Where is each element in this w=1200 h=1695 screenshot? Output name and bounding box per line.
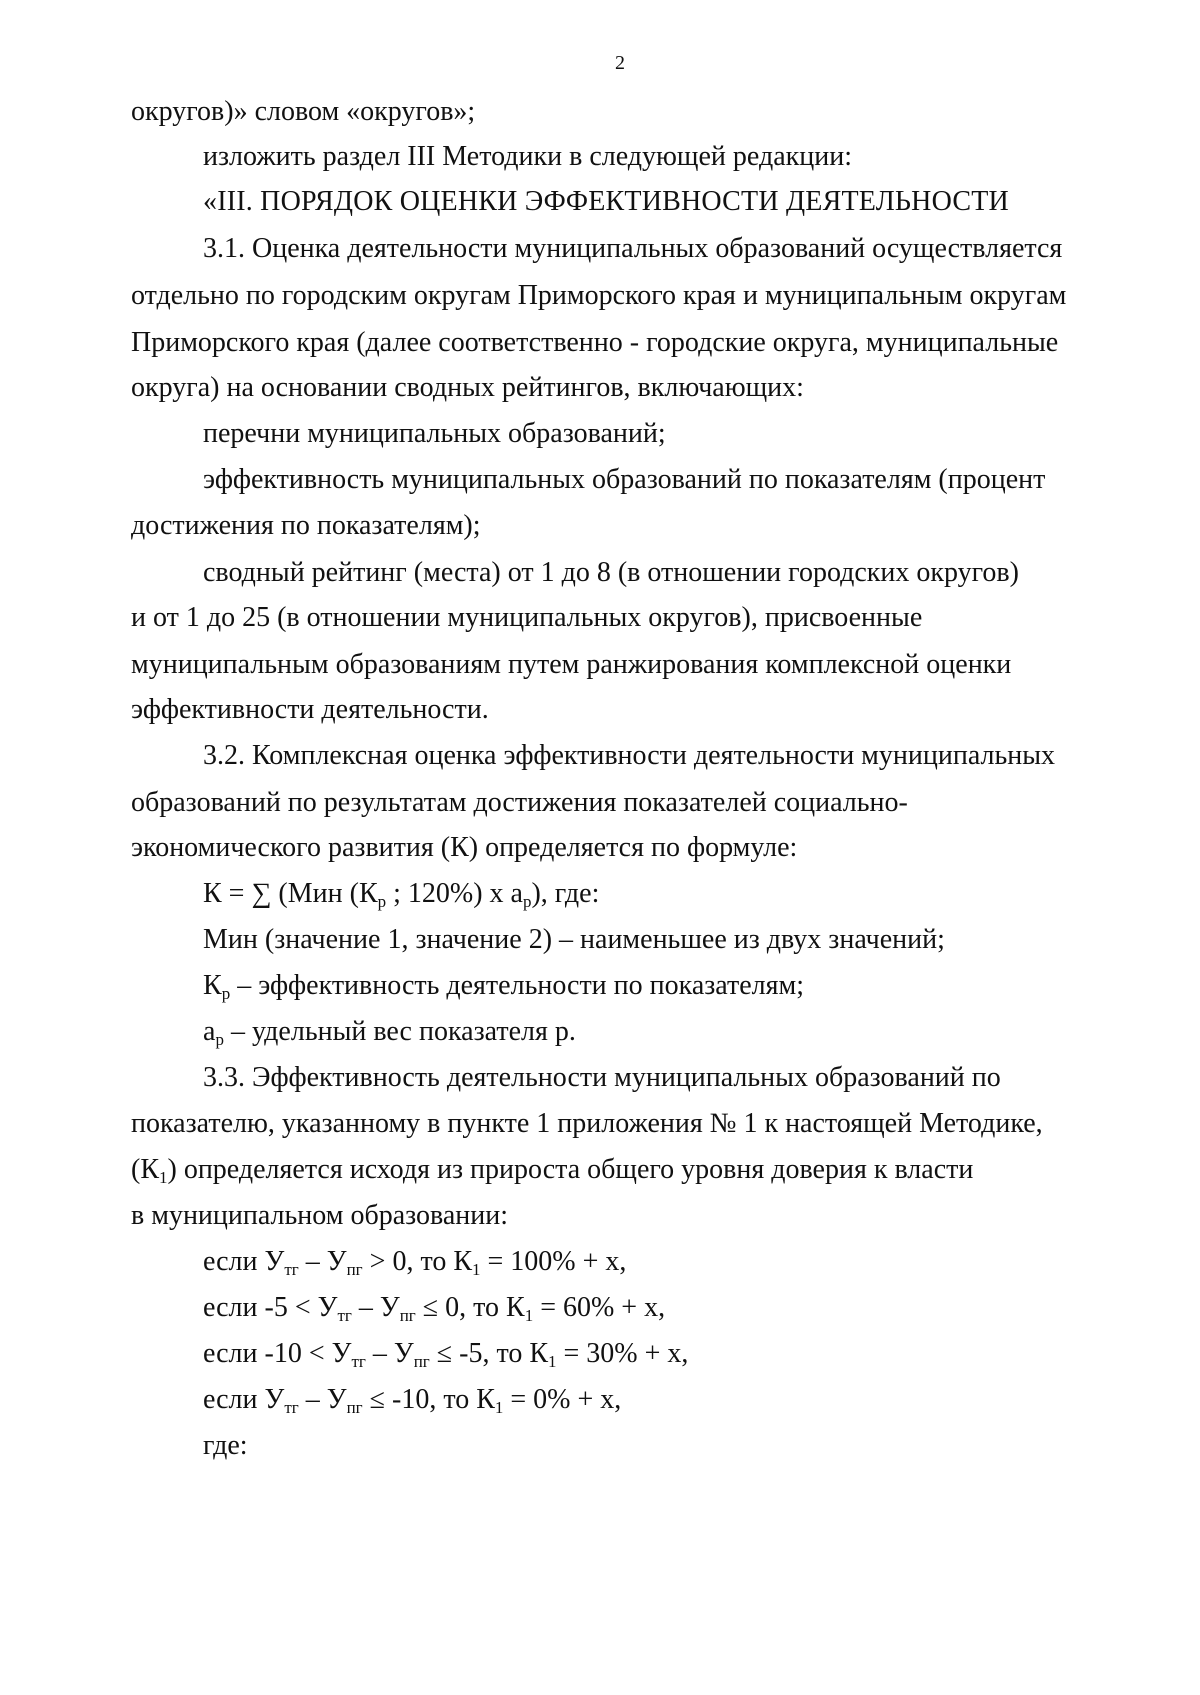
subscript: р xyxy=(377,892,387,911)
subscript: пг xyxy=(399,1306,416,1325)
formula-line xyxy=(203,1292,1119,1324)
subscript: 1 xyxy=(472,1260,481,1279)
formula-part: К xyxy=(203,970,222,1001)
formula-line xyxy=(203,1016,1119,1048)
formula-part: = 0% + х, xyxy=(503,1384,622,1415)
subscript: р xyxy=(522,892,532,911)
formula-part: – У xyxy=(365,1338,414,1369)
paragraph-line: 3.3. Эффективность деятельности муниципальных образований по xyxy=(203,1062,1001,1093)
paragraph-line: 3.2. Комплексная оценка эффективности деятельности муниципальных xyxy=(203,740,1056,771)
subscript: р xyxy=(215,1030,224,1049)
formula-line xyxy=(203,970,1119,1002)
paragraph-line: Мин (значение 1, значение 2) – наименьшее из двух значений; xyxy=(203,924,945,955)
formula-line xyxy=(203,1384,1119,1416)
subscript: 1 xyxy=(524,1306,534,1325)
paragraph-line: Приморского края (далее соответственно - городские округа, муниципальные xyxy=(131,327,1059,358)
formula-line xyxy=(203,878,1119,910)
formula-line xyxy=(203,1338,1119,1370)
paragraph-line: муниципальным образованиям путем ранжирования комплексной оценки xyxy=(131,649,1012,680)
text-line: округов)» словом «округов»; xyxy=(131,96,476,127)
subscript: тг xyxy=(284,1260,299,1279)
subscript: пг xyxy=(413,1352,430,1371)
formula-part: ; 120%) х а xyxy=(386,878,523,909)
paragraph-line xyxy=(203,233,1119,265)
section-heading: «III. ПОРЯДОК ОЦЕНКИ ЭФФЕКТИВНОСТИ ДЕЯТЕЛЬНОСТИ xyxy=(203,186,1009,217)
formula-part: – удельный вес показателя р. xyxy=(223,1016,576,1047)
paragraph-line-text: 3.1. Оценка деятельности муниципальных образований осуществляется xyxy=(203,233,1063,264)
subscript: 1 xyxy=(494,1398,504,1417)
subscript: 1 xyxy=(159,1168,168,1187)
paragraph-line: эффективности деятельности. xyxy=(131,694,489,725)
paragraph-line: отдельно по городским округам Приморского края и муниципальным округам xyxy=(131,280,1067,311)
formula-part: – У xyxy=(298,1246,347,1277)
subscript: пг xyxy=(346,1398,363,1417)
formula-part: = 60% + х, xyxy=(533,1292,666,1323)
paragraph-line: эффективность муниципальных образований по показателям (процент xyxy=(203,464,1046,495)
paragraph-line: достижения по показателям); xyxy=(131,510,481,541)
formula-line xyxy=(203,1246,1119,1278)
formula-part: (К xyxy=(131,1154,159,1185)
subscript: тг xyxy=(351,1352,366,1371)
formula-part: если У xyxy=(203,1246,285,1277)
paragraph-line: экономического развития (К) определяется по формуле: xyxy=(131,832,798,863)
paragraph-line: округа) на основании сводных рейтингов, включающих: xyxy=(131,372,804,403)
formula-part: – эффективность деятельности по показателям; xyxy=(230,970,805,1001)
subscript: р xyxy=(221,984,231,1003)
subscript: 1 xyxy=(548,1352,557,1371)
subscript: пг xyxy=(346,1260,363,1279)
formula-part: ) определяется исходя из прироста общего уровня доверия к власти xyxy=(167,1154,974,1185)
formula-part: – У xyxy=(298,1384,347,1415)
text-line: изложить раздел III Методики в следующей редакции: xyxy=(203,141,852,172)
formula-line xyxy=(131,1154,1119,1186)
formula-part: – У xyxy=(351,1292,400,1323)
formula-part: если -5 < У xyxy=(203,1292,338,1323)
paragraph-line: образований по результатам достижения показателей социально- xyxy=(131,787,908,818)
paragraph-line: в муниципальном образовании: xyxy=(131,1200,509,1231)
formula-part: ≤ -5, то К xyxy=(429,1338,548,1369)
formula-part: ), где: xyxy=(531,878,600,909)
paragraph-line: сводный рейтинг (места) от 1 до 8 (в отношении городских округов) xyxy=(203,557,1019,588)
paragraph-line: показателю, указанному в пункте 1 приложения № 1 к настоящей Методике, xyxy=(131,1108,1043,1139)
subscript: тг xyxy=(337,1306,352,1325)
formula-part: ≤ 0, то К xyxy=(415,1292,525,1323)
paragraph-line: перечни муниципальных образований; xyxy=(203,418,666,449)
formula-part: > 0, то К xyxy=(362,1246,472,1277)
subscript: тг xyxy=(284,1398,299,1417)
formula-part: если -10 < У xyxy=(203,1338,352,1369)
formula-part: если У xyxy=(203,1384,285,1415)
formula-part: а xyxy=(203,1016,216,1047)
formula-part: ≤ -10, то К xyxy=(362,1384,495,1415)
formula-part: = 30% + х, xyxy=(556,1338,689,1369)
paragraph-line: и от 1 до 25 (в отношении муниципальных округов), присвоенные xyxy=(131,602,923,633)
paragraph-line: где: xyxy=(203,1430,248,1461)
formula-part: К = ∑ (Мин (К xyxy=(203,878,378,909)
formula-part: = 100% + х, xyxy=(480,1246,627,1277)
page-number: 2 xyxy=(615,52,625,74)
